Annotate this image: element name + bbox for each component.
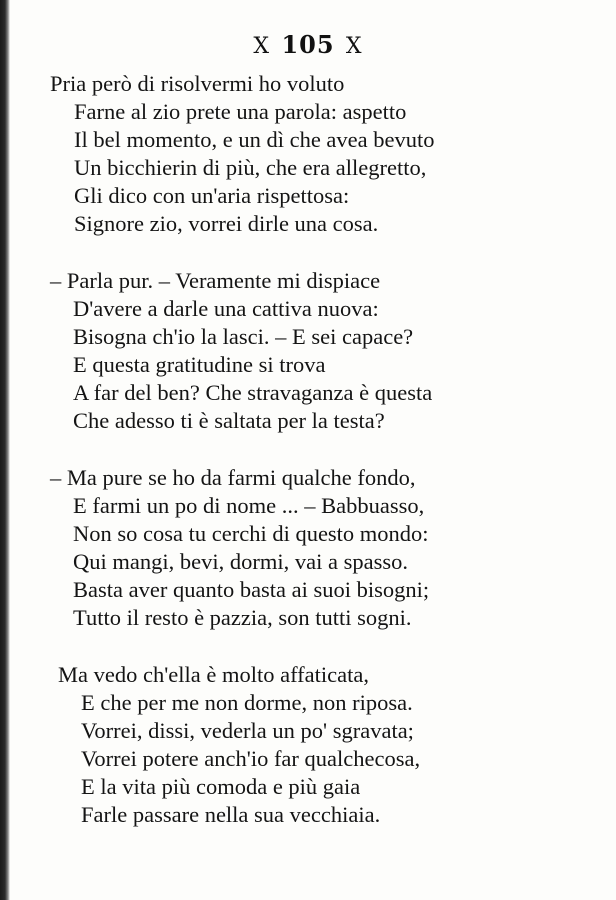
- verse-line: E farmi un po di nome ... – Babbuasso,: [73, 493, 425, 518]
- verse-line: Farle passare nella sua vecchiaia.: [81, 802, 381, 827]
- verse-line: A far del ben? Che stravaganza è questa: [73, 380, 433, 405]
- verse-line: Vorrei, dissi, vederla un po' sgravata;: [81, 718, 414, 743]
- verse-line: Vorrei potere anch'io far qualchecosa,: [81, 746, 421, 771]
- verse-line: Qui mangi, bevi, dormi, vai a spasso.: [73, 549, 408, 574]
- ornament-left: X: [253, 34, 271, 59]
- stanza-2: [50, 267, 590, 435]
- verse-line: Pria però di risolvermi ho voluto: [50, 71, 345, 96]
- verse-line: – Ma pure se ho da farmi qualche fondo,: [50, 465, 416, 490]
- verse-line: Il bel momento, e un dì che avea bevuto: [74, 127, 435, 152]
- verse-line: Gli dico con un'aria rispettosa:: [74, 183, 350, 208]
- verse-line: Tutto il resto è pazzia, son tutti sogni.: [73, 605, 412, 630]
- ornament-right: X: [345, 34, 363, 59]
- stanza-3: [50, 464, 590, 632]
- poem-text: [50, 70, 590, 858]
- verse-line: Bisogna ch'io la lasci. – E sei capace?: [73, 324, 414, 349]
- binding-edge: [0, 0, 10, 900]
- stanza-1: [50, 70, 590, 238]
- verse-line: D'avere a darle una cattiva nuova:: [73, 296, 379, 321]
- verse-line: E che per me non dorme, non riposa.: [81, 690, 413, 715]
- verse-line: Un bicchierin di più, che era allegretto,: [74, 155, 427, 180]
- verse-line: Basta aver quanto basta ai suoi bisogni;: [73, 577, 430, 602]
- verse-line: E questa gratitudine si trova: [73, 352, 326, 377]
- page-header: [0, 30, 616, 59]
- verse-line: Farne al zio prete una parola: aspetto: [74, 99, 407, 124]
- verse-line: Signore zio, vorrei dirle una cosa.: [74, 211, 379, 236]
- verse-line: E la vita più comoda e più gaia: [81, 774, 361, 799]
- verse-line: Ma vedo ch'ella è molto affaticata,: [58, 662, 370, 687]
- verse-line: Non so cosa tu cerchi di questo mondo:: [73, 521, 429, 546]
- verse-line: – Parla pur. – Veramente mi dispiace: [50, 268, 381, 293]
- verse-line: Che adesso ti è saltata per la testa?: [73, 408, 385, 433]
- page-number: 105: [281, 30, 335, 59]
- stanza-4: [50, 661, 590, 829]
